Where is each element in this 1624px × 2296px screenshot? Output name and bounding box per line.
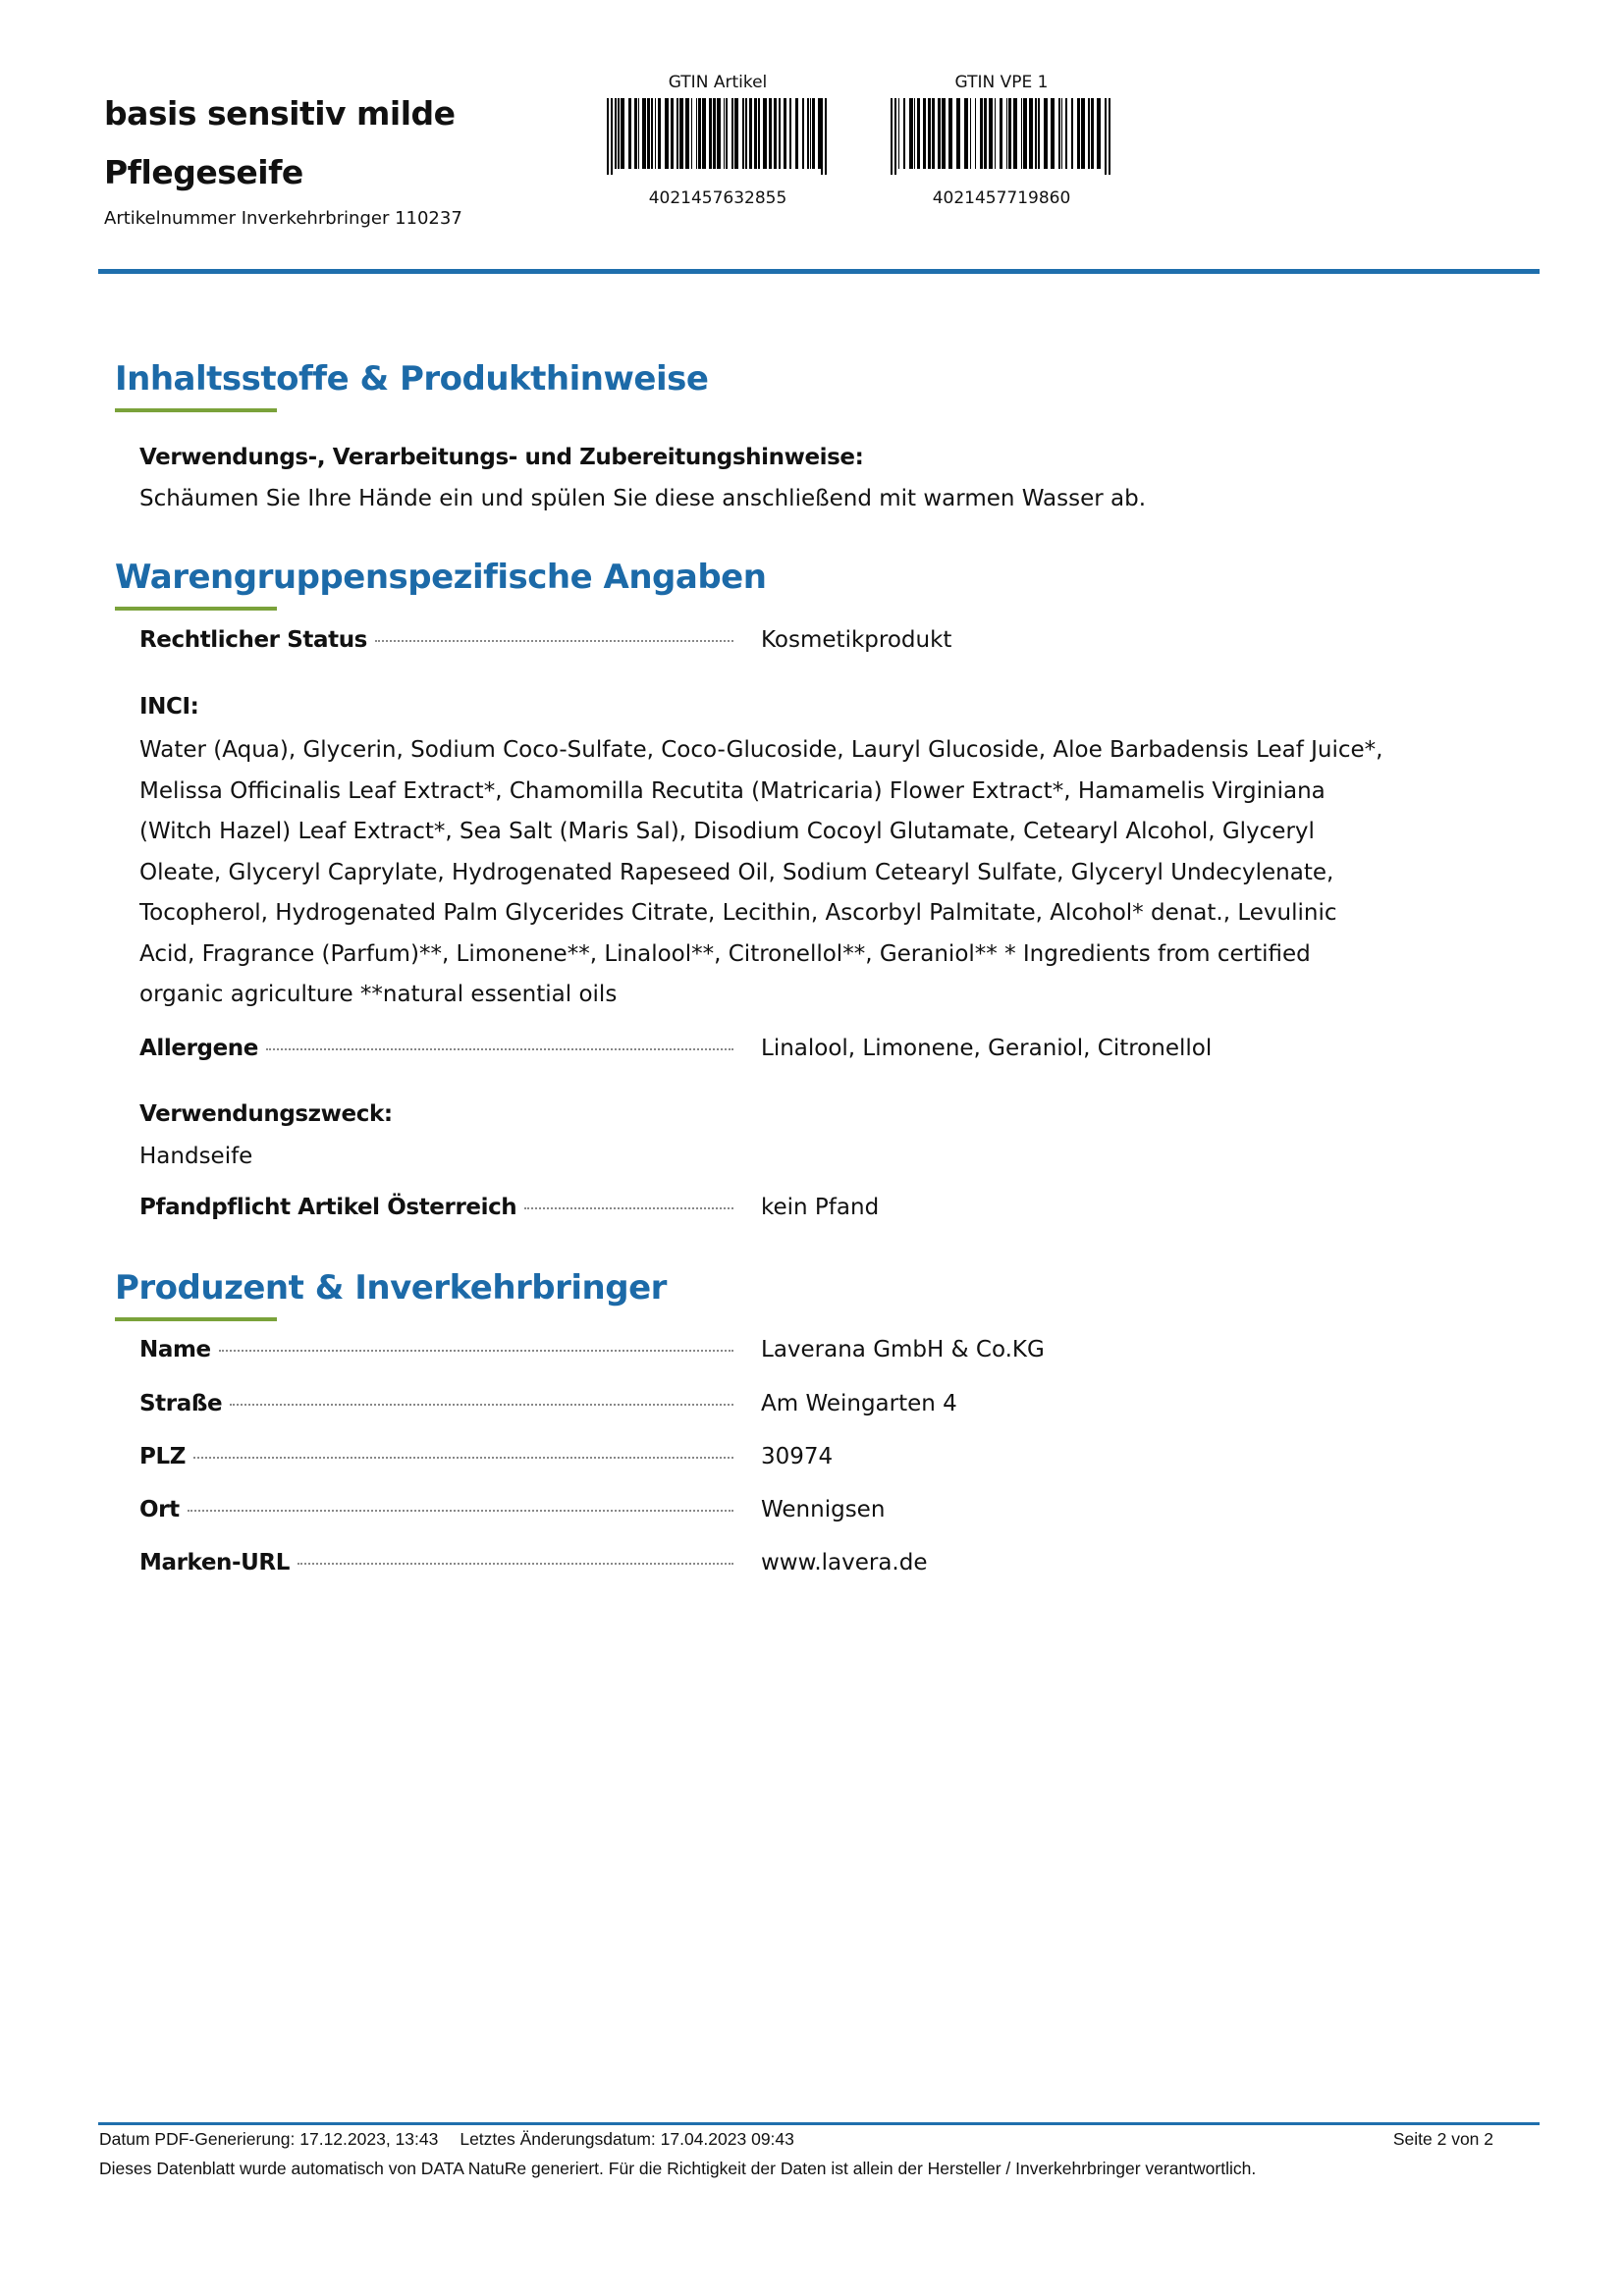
barcode-image [889, 98, 1114, 175]
row-value: Kosmetikprodukt [761, 627, 952, 653]
row-city [139, 1497, 1514, 1530]
row-label: Name [139, 1337, 211, 1362]
dot-leader [524, 1207, 733, 1209]
row-label: Allergene [139, 1036, 258, 1061]
dot-leader [219, 1350, 733, 1352]
product-title-line1: basis sensitiv milde [104, 94, 456, 133]
barcode-number: 4021457719860 [932, 188, 1071, 208]
row-street [139, 1391, 1514, 1424]
barcode-gtin-vpe [884, 73, 1119, 208]
dot-leader [298, 1563, 733, 1565]
row-label: Rechtlicher Status [139, 627, 367, 653]
row-label: Marken-URL [139, 1550, 290, 1575]
inci-line: Melissa Officinalis Leaf Extract*, Chamomilla Recutita (Matricaria) Flower Extract*, Hamamelis Virginiana [139, 777, 1326, 804]
dot-leader [266, 1048, 733, 1050]
usage-text: Schäumen Sie Ihre Hände ein und spülen Sie diese anschließend mit warmen Wasser ab. [139, 486, 1147, 511]
row-value: Wennigsen [761, 1497, 886, 1522]
row-zip [139, 1444, 1514, 1477]
inci-line: Water (Aqua), Glycerin, Sodium Coco-Sulfate, Coco-Glucoside, Lauryl Glucoside, Aloe Barbadensis Leaf Juice*, [139, 737, 1383, 763]
section-underline [115, 607, 277, 611]
product-title-line2: Pflegeseife [104, 153, 303, 191]
row-legal-status [139, 627, 1514, 661]
inci-line: Acid, Fragrance (Parfum)**, Limonene**, Linalool**, Citronellol**, Geraniol** * Ingredients from certified [139, 940, 1311, 967]
inci-line: Tocopherol, Hydrogenated Palm Glycerides Citrate, Lecithin, Ascorbyl Palmitate, Alcohol* denat., Levulinic [139, 900, 1337, 926]
inci-line: organic agriculture **natural essential oils [139, 982, 618, 1007]
row-deposit [139, 1195, 1514, 1228]
header-divider [98, 269, 1540, 274]
dot-leader [375, 640, 733, 642]
barcode-number: 4021457632855 [648, 188, 787, 208]
barcode-label: GTIN VPE 1 [954, 73, 1049, 92]
barcode-gtin-article [600, 73, 836, 208]
dot-leader [193, 1457, 733, 1459]
inci-line: (Witch Hazel) Leaf Extract*, Sea Salt (Maris Sal), Disodium Cocoyl Glutamate, Cetearyl Alcohol, Glyceryl [139, 819, 1315, 844]
footer-meta [99, 2129, 1493, 2150]
row-value[interactable]: www.lavera.de [761, 1550, 928, 1575]
row-brand-url [139, 1550, 1514, 1583]
purpose-text: Handseife [139, 1144, 253, 1169]
row-value: Laverana GmbH & Co.KG [761, 1337, 1045, 1362]
section-underline [115, 408, 277, 412]
footer-divider [98, 2122, 1540, 2125]
inci-line: Oleate, Glyceryl Caprylate, Hydrogenated Rapeseed Oil, Sodium Cetearyl Sulfate, Glyceryl Undecylenate, [139, 859, 1334, 885]
change-date: Letztes Änderungsdatum: 17.04.2023 09:43 [460, 2129, 794, 2149]
dot-leader [230, 1404, 733, 1406]
barcode-label: GTIN Artikel [668, 73, 768, 92]
row-value: Linalool, Limonene, Geraniol, Citronellol [761, 1036, 1213, 1061]
row-label: Ort [139, 1497, 180, 1522]
section-title-specifics: Warengruppenspezifische Angaben [115, 558, 767, 597]
inci-text [139, 730, 1382, 1016]
page-number: Seite 2 von 2 [1392, 2129, 1493, 2149]
usage-heading: Verwendungs-, Verarbeitungs- und Zubereitungshinweise: [139, 445, 864, 470]
footer-disclaimer: Dieses Datenblatt wurde automatisch von DATA NatuRe generiert. Für die Richtigkeit der Daten ist allein der Hersteller / Inverkehrbringer verantwortlich. [99, 2159, 1257, 2178]
row-value: Am Weingarten 4 [761, 1391, 957, 1416]
article-number: Artikelnummer Inverkehrbringer 110237 [104, 208, 462, 229]
row-allergens [139, 1036, 1514, 1069]
row-label: Straße [139, 1391, 223, 1416]
row-name [139, 1337, 1514, 1370]
generation-date: Datum PDF-Generierung: 17.12.2023, 13:43 [99, 2129, 439, 2149]
purpose-heading: Verwendungszweck: [139, 1101, 393, 1127]
row-value: 30974 [761, 1444, 834, 1469]
row-label: PLZ [139, 1444, 186, 1469]
row-value: kein Pfand [761, 1195, 880, 1220]
inci-heading: INCI: [139, 694, 199, 720]
row-label: Pfandpflicht Artikel Österreich [139, 1195, 517, 1220]
barcode-image [605, 98, 831, 175]
section-underline [115, 1317, 277, 1321]
section-title-producer: Produzent & Inverkehrbringer [115, 1268, 667, 1308]
section-title-ingredients: Inhaltsstoffe & Produkthinweise [115, 359, 709, 399]
dot-leader [188, 1510, 733, 1512]
